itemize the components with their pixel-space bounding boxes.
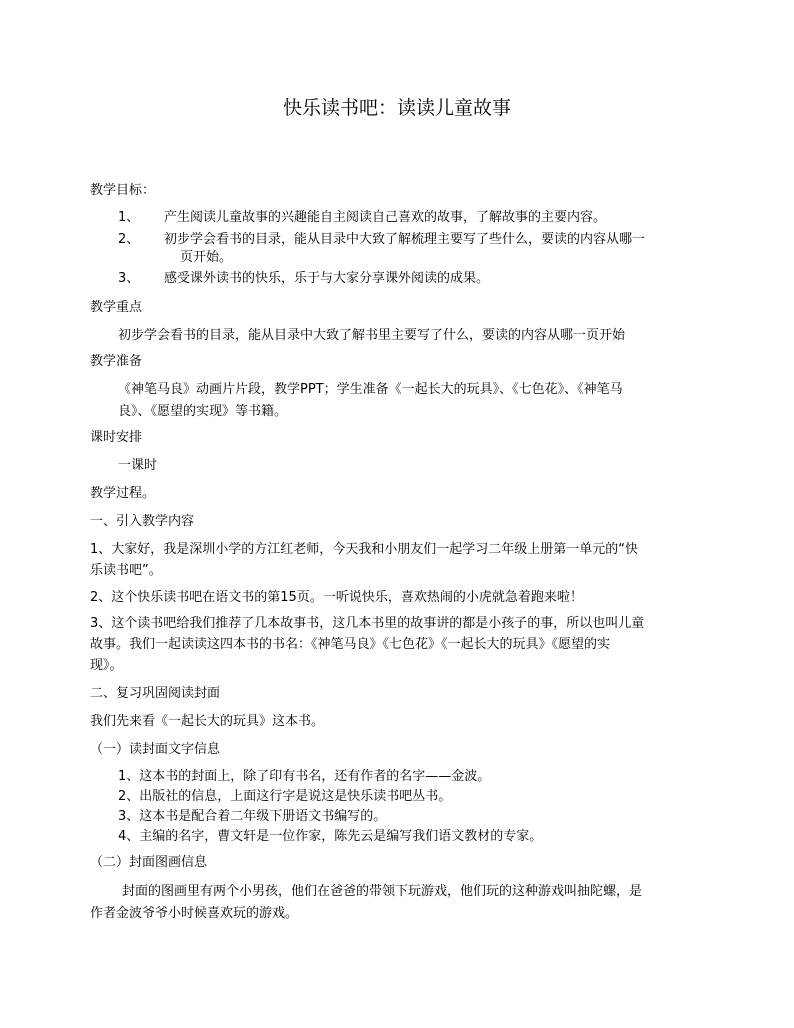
paragraph-line: 作者金波爷爷小时候喜欢玩的游戏。 bbox=[90, 906, 299, 921]
paragraph-line: 1、大家好，我是深圳小学的方江红老师，今天我和小朋友们一起学习二年级上册第一单元的“快 bbox=[90, 542, 639, 557]
preparation-text-continued: 良》、《愿望的实现》等书籍。 bbox=[118, 404, 288, 419]
objective-text: 感受课外读书的快乐，乐于与大家分享课外阅读的成果。 bbox=[164, 271, 490, 286]
schedule-heading: 课时安排 bbox=[90, 430, 143, 445]
subsection-heading: （一）读封面文字信息 bbox=[90, 742, 221, 757]
preparation-heading: 教学准备 bbox=[90, 354, 143, 369]
objective-text: 产生阅读儿童故事的兴趣能自主阅读自己喜欢的故事，了解故事的主要内容。 bbox=[164, 210, 607, 225]
list-item: 3、这本书是配合着二年级下册语文书编写的。 bbox=[118, 809, 387, 824]
section-heading: 一、引入教学内容 bbox=[90, 514, 195, 529]
paragraph-line: 我们先来看《一起长大的玩具》这本书。 bbox=[90, 714, 325, 729]
subsection-heading: （二）封面图画信息 bbox=[90, 855, 208, 870]
schedule-text: 一课时 bbox=[118, 458, 158, 473]
paragraph-line: 乐读书吧”。 bbox=[90, 563, 162, 578]
objective-number: 1、 bbox=[118, 210, 140, 225]
objective-text-continued: 页开始。 bbox=[180, 250, 233, 265]
preparation-text: 《神笔马良》动画片片段，教学PPT；学生准备《一起长大的玩具》、《七色花》、《神笔马 bbox=[118, 382, 623, 397]
section-heading: 二、复习巩固阅读封面 bbox=[90, 686, 221, 701]
list-item: 1、这本书的封面上，除了印有书名，还有作者的名字——金波。 bbox=[118, 769, 491, 784]
objectives-heading: 教学目标： bbox=[90, 183, 156, 198]
list-item: 2、出版社的信息，上面这行字是说这是快乐读书吧丛书。 bbox=[118, 789, 452, 804]
paragraph-line: 3、这个读书吧给我们推荐了几本故事书，这几本书里的故事讲的都是小孩子的事，所以也叫儿童 bbox=[90, 616, 645, 631]
objective-number: 2、 bbox=[118, 232, 140, 247]
key-points-heading: 教学重点 bbox=[90, 300, 143, 315]
page-title: 快乐读书吧：读读儿童故事 bbox=[282, 97, 511, 119]
objective-text: 初步学会看书的目录，能从目录中大致了解梳理主要写了些什么，要读的内容从哪一 bbox=[164, 232, 646, 247]
list-item: 4、主编的名字，曹文轩是一位作家，陈先云是编写我们语文教材的专家。 bbox=[118, 829, 543, 844]
paragraph-line: 现》。 bbox=[90, 658, 123, 673]
paragraph-line: 2、这个快乐读书吧在语文书的第15页。一听说快乐，喜欢热闹的小虎就急着跑来啦！ bbox=[90, 590, 583, 605]
key-points-text: 初步学会看书的目录，能从目录中大致了解书里主要写了什么，要读的内容从哪一页开始 bbox=[118, 328, 626, 343]
objective-number: 3、 bbox=[118, 271, 140, 286]
process-heading: 教学过程。 bbox=[90, 486, 156, 501]
paragraph-line: 故事。我们一起读读这四本书的书名：《神笔马良》《七色花》《一起长大的玩具》《愿望的实 bbox=[90, 637, 611, 652]
paragraph-line: 封面的图画里有两个小男孩，他们在爸爸的带领下玩游戏，他们玩的这种游戏叫抽陀螺，是 bbox=[122, 884, 643, 899]
